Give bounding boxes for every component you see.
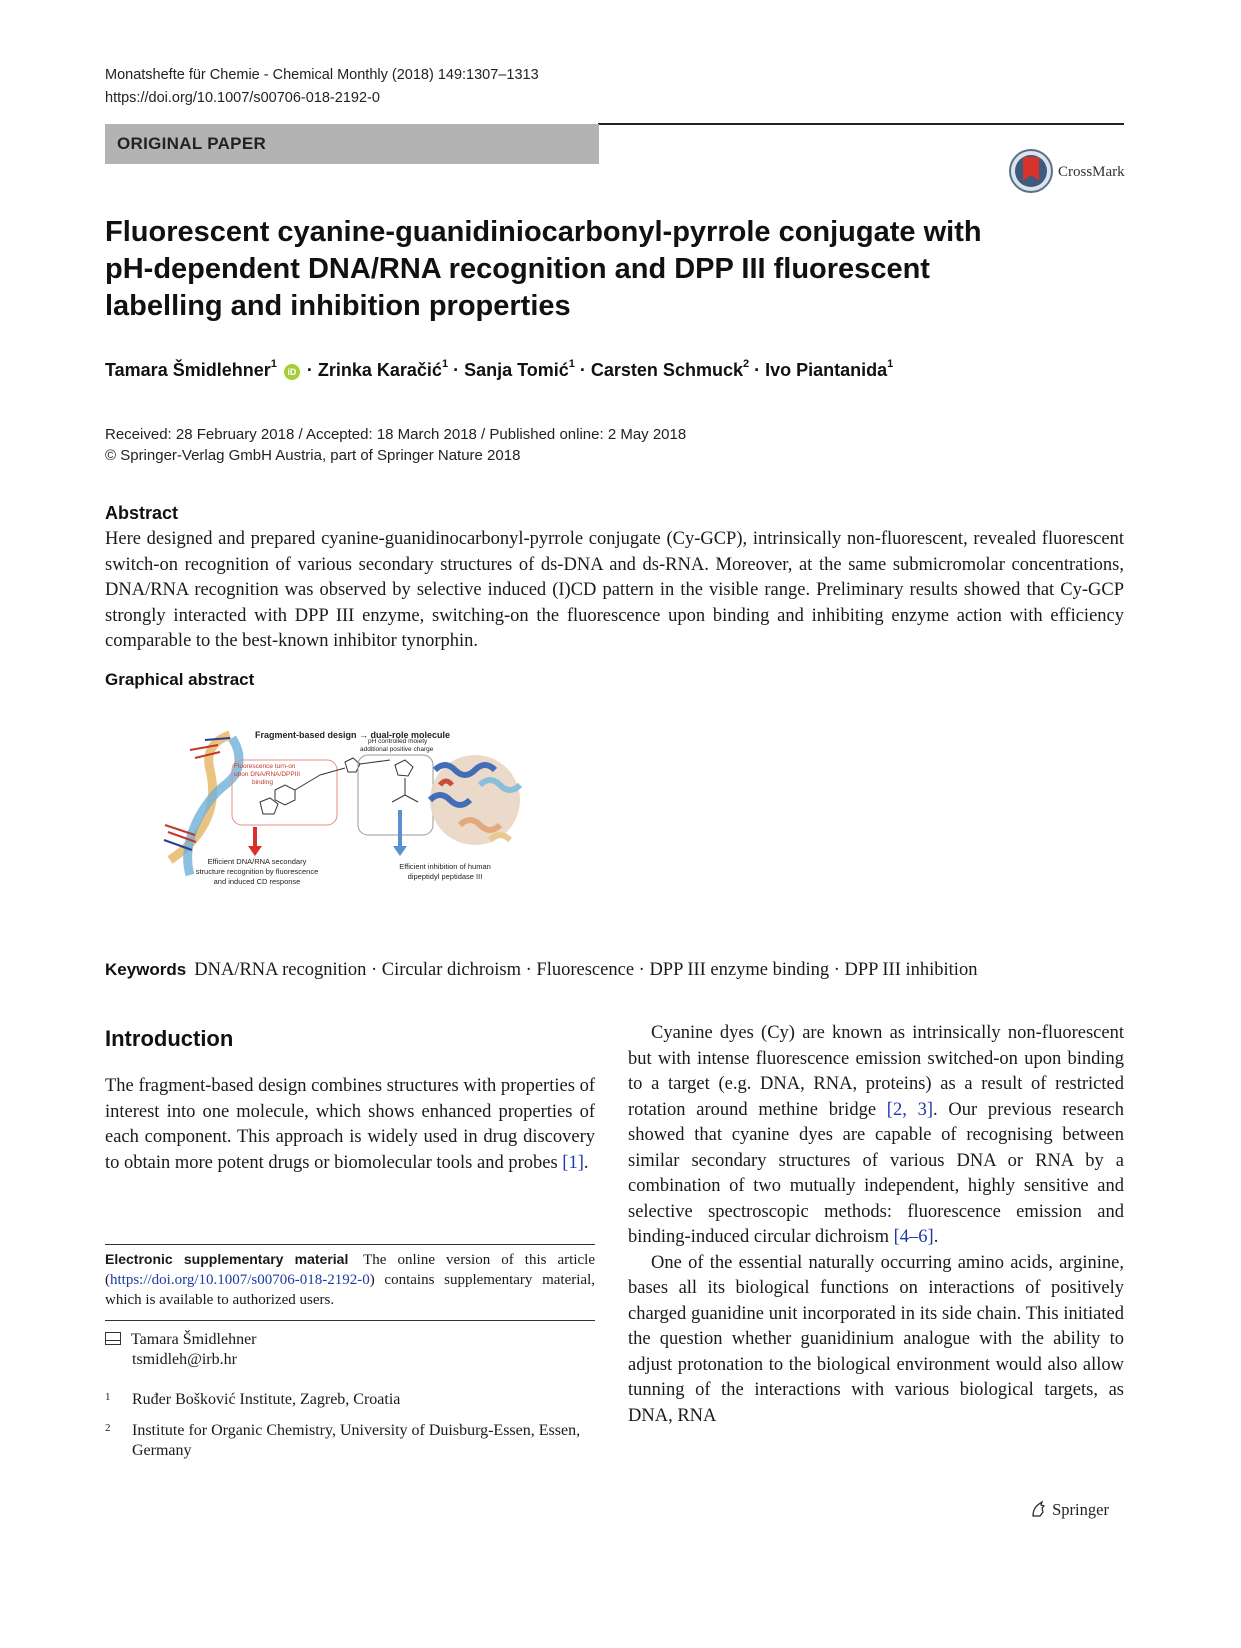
article-type: ORIGINAL PAPER — [117, 134, 267, 153]
ph-label-line: additional positive charge — [360, 746, 434, 753]
copyright-line: © Springer-Verlag GmbH Austria, part of Springer Nature 2018 — [105, 447, 521, 464]
ph-label-line: pH controlled moiety — [368, 738, 428, 745]
article-type-banner — [105, 124, 599, 164]
journal-header — [105, 64, 539, 110]
publisher-logo — [1030, 1500, 1109, 1520]
affiliation-number: 1 — [105, 1391, 111, 1403]
footnote-rule — [105, 1320, 595, 1321]
author-name[interactable]: Sanja Tomić — [464, 360, 569, 380]
author-list: Tamara Šmidlehner$^1$ iD · Zrinka Karačić$^1$ · Sanja Tomić$^1$ · Carsten Schmuck$^2$ · Ivo Piantanida$^1$ — [105, 358, 894, 380]
crossmark-label: CrossMark — [1058, 164, 1125, 180]
esm-label: Electronic supplementary material — [105, 1251, 349, 1267]
springer-horse-icon — [1030, 1500, 1048, 1518]
esm-text: ) contains supplementary material, which is available to authorized users. — [105, 1272, 595, 1308]
caption-left-line: and induced CD response — [213, 877, 301, 886]
fluorescence-label-line: upon DNA/RNA/DPPIII — [234, 771, 301, 778]
author-affiliation: 1 — [270, 358, 277, 370]
corresponding-author — [105, 1330, 257, 1370]
author-affiliation: 2 — [742, 358, 750, 370]
reference-link[interactable]: [2, 3] — [886, 1099, 933, 1120]
author-name[interactable]: Ivo Piantanida — [765, 360, 888, 380]
intro-paragraph: Cyanine dyes (Cy) are known as intrinsically non-fluorescent but with intense fluorescence emission switched-on upon binding to a target (e.g. DNA, RNA, proteins) as a result of restricted rotation around methine bridge [2, 3]. Our previous research showed that cyanine dyes are capable of recognising between similar secondary structures of various DNA or RNA by a combination of two mutually independent, highly sensitive and selective spectroscopic methods: fluorescence emission and binding-induced circular dichroism [4–6]. — [628, 1023, 1124, 1247]
publisher-name: Springer — [1052, 1500, 1109, 1519]
graphical-abstract-figure — [160, 730, 540, 920]
intro-right-column — [628, 1021, 1124, 1429]
doi-link[interactable]: https://doi.org/10.1007/s00706-018-2192-0 — [105, 90, 380, 106]
keywords-label: Keywords — [105, 960, 187, 979]
crossmark-icon — [1008, 148, 1054, 194]
dates-line: Received: 28 February 2018 / Accepted: 18 March 2018 / Published online: 2 May 2018 — [105, 426, 687, 443]
caption-right-line: Efficient inhibition of human — [399, 862, 491, 871]
fluorescence-label — [234, 763, 300, 787]
author-affiliation: 1 — [568, 358, 575, 370]
reference-link[interactable]: [1] — [562, 1152, 584, 1173]
introduction-heading: Introduction — [105, 1026, 234, 1051]
corresponding-name: Tamara Šmidlehner — [131, 1331, 257, 1348]
orcid-icon[interactable]: iD — [284, 364, 300, 380]
caption-right — [370, 862, 520, 882]
abstract-heading: Abstract — [105, 503, 179, 523]
author-name[interactable]: Tamara Šmidlehner — [105, 360, 271, 380]
graphical-abstract-heading: Graphical abstract — [105, 670, 255, 689]
red-arrow-head — [248, 846, 262, 856]
supplementary-note — [105, 1249, 595, 1310]
journal-citation: Monatshefte für Chemie - Chemical Monthly (2018) 149:1307–1313 — [105, 67, 539, 83]
abstract-text: Here designed and prepared cyanine-guanidinocarbonyl-pyrrole conjugate (Cy-GCP), intrinsically non-fluorescent, revealed fluorescent switch-on recognition of various secondary structures of ds-DNA and ds-RNA. Moreover, at the same submicromolar concentrations, DNA/RNA recognition was observed by selective induced (I)CD pattern in the visible range. Preliminary results showed that Cy-GCP strongly interacted with DPP III enzyme, switching-on the fluorescence upon binding and inhibiting enzyme action with efficiency comparable to the best-known inhibitor tynorphin. — [105, 529, 1124, 652]
dna-helix-icon — [164, 735, 239, 875]
keywords — [105, 960, 977, 981]
envelope-icon — [105, 1332, 121, 1345]
blue-arrow-head — [393, 846, 407, 856]
publication-dates — [105, 424, 686, 466]
affiliation-2 — [105, 1421, 595, 1461]
reference-link[interactable]: [4–6] — [893, 1227, 934, 1247]
esm-link[interactable]: https://doi.org/10.1007/s00706-018-2192-0 — [110, 1272, 370, 1288]
footnote-rule — [105, 1244, 595, 1245]
fluorescence-label-line: Fluorescence turn-on — [234, 763, 296, 770]
header-rule — [598, 123, 1124, 125]
article-title: Fluorescent cyanine-guanidiniocarbonyl-pyrrole conjugate with pH-dependent DNA/RNA recognition and DPP III fluorescent labelling and inhibition properties — [105, 216, 982, 322]
ph-label — [360, 738, 433, 754]
affiliation-1 — [105, 1390, 595, 1410]
affiliation-text: Institute for Organic Chemistry, University of Duisburg-Essen, Essen, Germany — [132, 1422, 581, 1459]
caption-left-line: Efficient DNA/RNA secondary — [207, 857, 307, 866]
affiliation-text: Ruđer Bošković Institute, Zagreb, Croatia — [132, 1391, 401, 1408]
intro-paragraph: One of the essential naturally occurring amino acids, arginine, bases all its biological functions on interactions of positively charged guanidine unit incorporated in its side chain. This initiated the question whether guanidinium analogue with the ability to adjust protonation to the biological environment would also allow tunning of the interactions with various biological targets, as DNA, RNA — [628, 1252, 1124, 1426]
corresponding-email[interactable]: tsmidleh@irb.hr — [132, 1351, 237, 1368]
keywords-text: DNA/RNA recognition · Circular dichroism · Fluorescence · DPP III enzyme binding · DPP III inhibition — [194, 960, 978, 980]
affiliation-number: 2 — [105, 1422, 111, 1434]
graphical-abstract-artwork — [160, 730, 540, 920]
caption-left — [162, 857, 352, 887]
intro-left-paragraph: The fragment-based design combines structures with properties of interest into one molecule, which shows enhanced properties of each component. This approach is widely used in drug discovery to obtain more potent drugs or biomolecular tools and probes [1]. — [105, 1076, 595, 1173]
author-name[interactable]: Carsten Schmuck — [590, 360, 743, 380]
intro-text: Our previous research showed that cyanine dyes are capable of recognising between similar secondary structures of various DNA or RNA by a combination of two mutually independent, highly sensitive and selective spectroscopic methods: fluorescence emission and binding-induced circular dichroism — [628, 1099, 1124, 1247]
protein-icon — [430, 755, 520, 845]
crossmark-badge[interactable] — [1008, 148, 1130, 196]
intro-left-text: The fragment-based design combines structures with properties of interest into one molecule, which shows enhanced properties of each component. This approach is widely used in drug discovery to obtain more potent drugs or biomolecular tools and probes — [105, 1076, 595, 1173]
author-name[interactable]: Zrinka Karačić — [317, 360, 442, 380]
figure-title: Fragment-based design → dual-role molecule — [255, 730, 451, 740]
author-affiliation: 1 — [887, 358, 894, 370]
caption-left-line: structure recognition by fluorescence — [195, 867, 319, 876]
caption-right-line: dipeptidyl peptidase III — [407, 872, 483, 881]
fluorescence-label-line: binding — [252, 779, 273, 786]
esm-text: The online version of this article ( — [105, 1252, 595, 1288]
author-affiliation: 1 — [441, 358, 449, 370]
intro-text: Cyanine dyes (Cy) are known as intrinsically non-fluorescent but with intense fluorescence emission switched-on upon binding to a target (e.g. DNA, RNA, proteins) as a result of restricted rotation around methine bridge — [628, 1023, 1124, 1120]
